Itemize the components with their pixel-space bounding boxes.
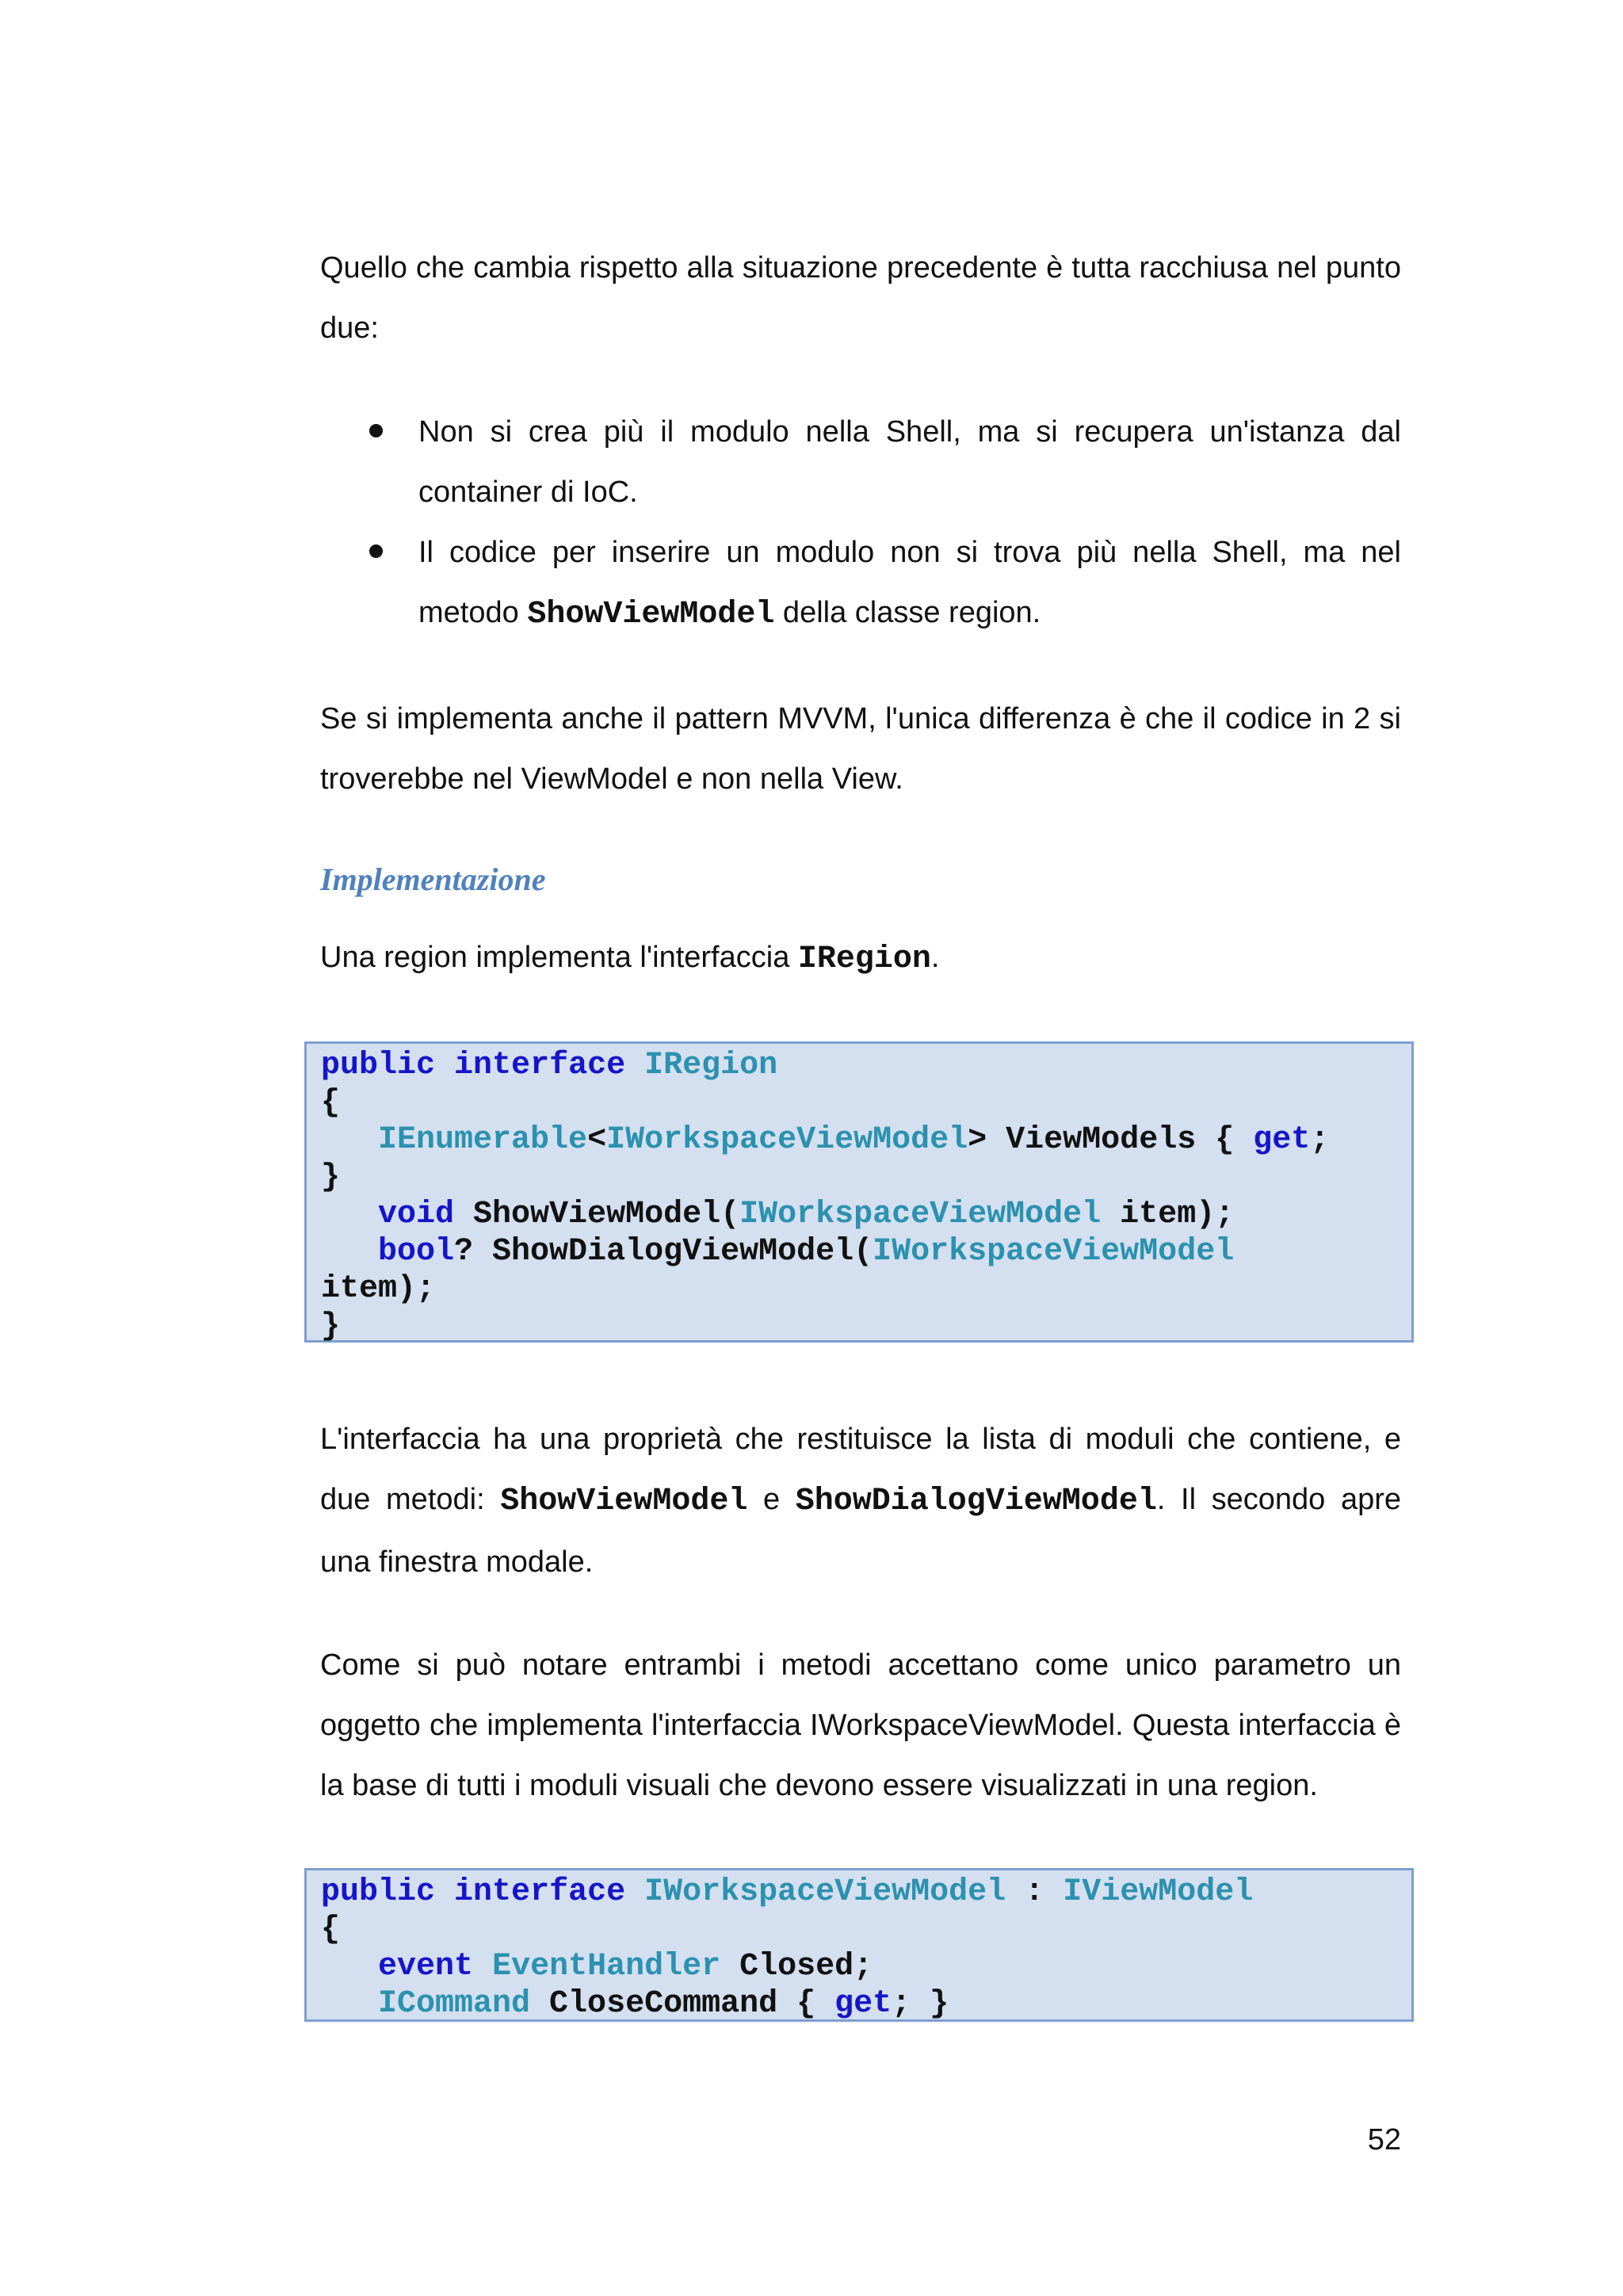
code-token: { <box>321 1085 341 1121</box>
code-line <box>321 1047 1411 1084</box>
code-type: IWorkspaceViewModel <box>739 1197 1102 1232</box>
code-keyword: get <box>834 1986 892 2022</box>
code-keyword: get <box>1253 1122 1311 1158</box>
code-line <box>321 1985 1411 2023</box>
code-type: IViewModel <box>1063 1874 1254 1910</box>
code-type: IRegion <box>644 1048 778 1083</box>
code-keyword: interface <box>454 1048 626 1083</box>
code-token: : <box>1006 1874 1064 1910</box>
inline-code: ShowDialogViewModel <box>795 1484 1157 1519</box>
paragraph-region <box>320 927 1401 990</box>
section-heading: Implementazione <box>320 861 546 897</box>
code-token: < <box>587 1122 607 1158</box>
code-keyword: interface <box>454 1874 626 1910</box>
bullet-icon <box>369 424 383 437</box>
code-type: IWorkspaceViewModel <box>873 1234 1235 1270</box>
paragraph-text: . <box>930 941 940 974</box>
code-keyword: public <box>321 1874 436 1910</box>
code-line <box>321 1196 1411 1233</box>
code-token: } <box>321 1308 341 1344</box>
code-token <box>435 1874 454 1910</box>
code-line <box>321 1874 1411 1911</box>
paragraph-interface <box>320 1409 1401 1592</box>
inline-code: ShowViewModel <box>500 1484 748 1519</box>
code-token: Closed; <box>720 1949 873 1985</box>
bullet-text: della classe region. <box>774 596 1041 629</box>
code-line <box>321 1159 1411 1196</box>
code-line <box>321 1084 1411 1121</box>
code-token <box>321 1197 378 1232</box>
code-token: > ViewModels { <box>968 1122 1254 1158</box>
code-token: ; <box>1310 1122 1330 1158</box>
inline-code: IRegion <box>797 942 931 977</box>
bullet-list <box>320 402 1401 645</box>
paragraph-intro: Quello che cambia rispetto alla situazione precedente è tutta racchiusa nel punto due: <box>320 251 1401 345</box>
paragraph-text: e <box>747 1483 796 1516</box>
code-line <box>321 1270 1411 1308</box>
page-number: 52 <box>1367 2123 1401 2157</box>
code-keyword: void <box>378 1197 455 1232</box>
code-token: ; } <box>892 1986 949 2022</box>
code-block-iworkspaceviewmodel <box>304 1868 1414 2022</box>
code-line <box>321 1948 1411 1985</box>
code-line <box>321 1121 1411 1159</box>
code-block-iregion <box>304 1041 1414 1343</box>
code-token: item); <box>1101 1197 1235 1232</box>
code-type: EventHandler <box>492 1949 721 1985</box>
code-line <box>321 1233 1411 1270</box>
code-line <box>321 1911 1411 1948</box>
bullet-icon <box>369 544 383 558</box>
code-token <box>473 1949 492 1985</box>
code-token <box>321 1234 378 1270</box>
code-token <box>321 1949 378 1985</box>
code-token: } <box>321 1159 341 1195</box>
paragraph-text: Una region implementa l'interfaccia <box>320 941 798 974</box>
paragraph-text: L'interfaccia ha una proprietà che restituisce la lista di moduli che contiene, e due metodi: <box>320 1423 1401 1516</box>
code-token <box>321 1986 378 2022</box>
code-token <box>625 1048 644 1083</box>
paragraph-mvvm: Se si implementa anche il pattern MVVM, l'unica differenza è che il codice in 2 si troverebbe nel ViewModel e non nella View. <box>320 702 1401 796</box>
paragraph-workspace: Come si può notare entrambi i metodi accettano come unico parametro un oggetto che implementa l'interfaccia IWorkspaceViewModel. Questa interfaccia è la base di tutti i moduli visuali che devono essere visualizzati in una region. <box>320 1648 1401 1802</box>
inline-code: ShowViewModel <box>527 597 775 632</box>
code-line <box>321 1308 1411 1345</box>
code-type: IWorkspaceViewModel <box>644 1874 1006 1910</box>
code-keyword: bool <box>378 1234 455 1270</box>
code-token <box>625 1874 644 1910</box>
code-keyword: event <box>378 1949 474 1985</box>
code-token: ShowViewModel( <box>454 1197 740 1232</box>
code-token <box>321 1122 378 1158</box>
code-type: ICommand <box>378 1986 531 2022</box>
code-type: IWorkspaceViewModel <box>606 1122 968 1158</box>
bullet-text: Non si crea più il modulo nella Shell, ma si recupera un'istanza dal container di IoC. <box>418 415 1401 509</box>
code-token: item); <box>321 1271 436 1307</box>
code-token <box>435 1048 454 1083</box>
paragraph-text: . Il secondo apre una finestra modale. <box>320 1483 1401 1579</box>
code-keyword: public <box>321 1048 436 1083</box>
code-token: CloseCommand { <box>530 1986 835 2022</box>
list-item <box>320 402 1401 522</box>
code-token: ? ShowDialogViewModel( <box>454 1234 873 1270</box>
bullet-text: Il codice per inserire un modulo non si trova più nella Shell, ma nel metodo <box>418 536 1401 629</box>
code-token: { <box>321 1912 341 1947</box>
code-type: IEnumerable <box>378 1122 588 1158</box>
list-item <box>320 522 1401 645</box>
